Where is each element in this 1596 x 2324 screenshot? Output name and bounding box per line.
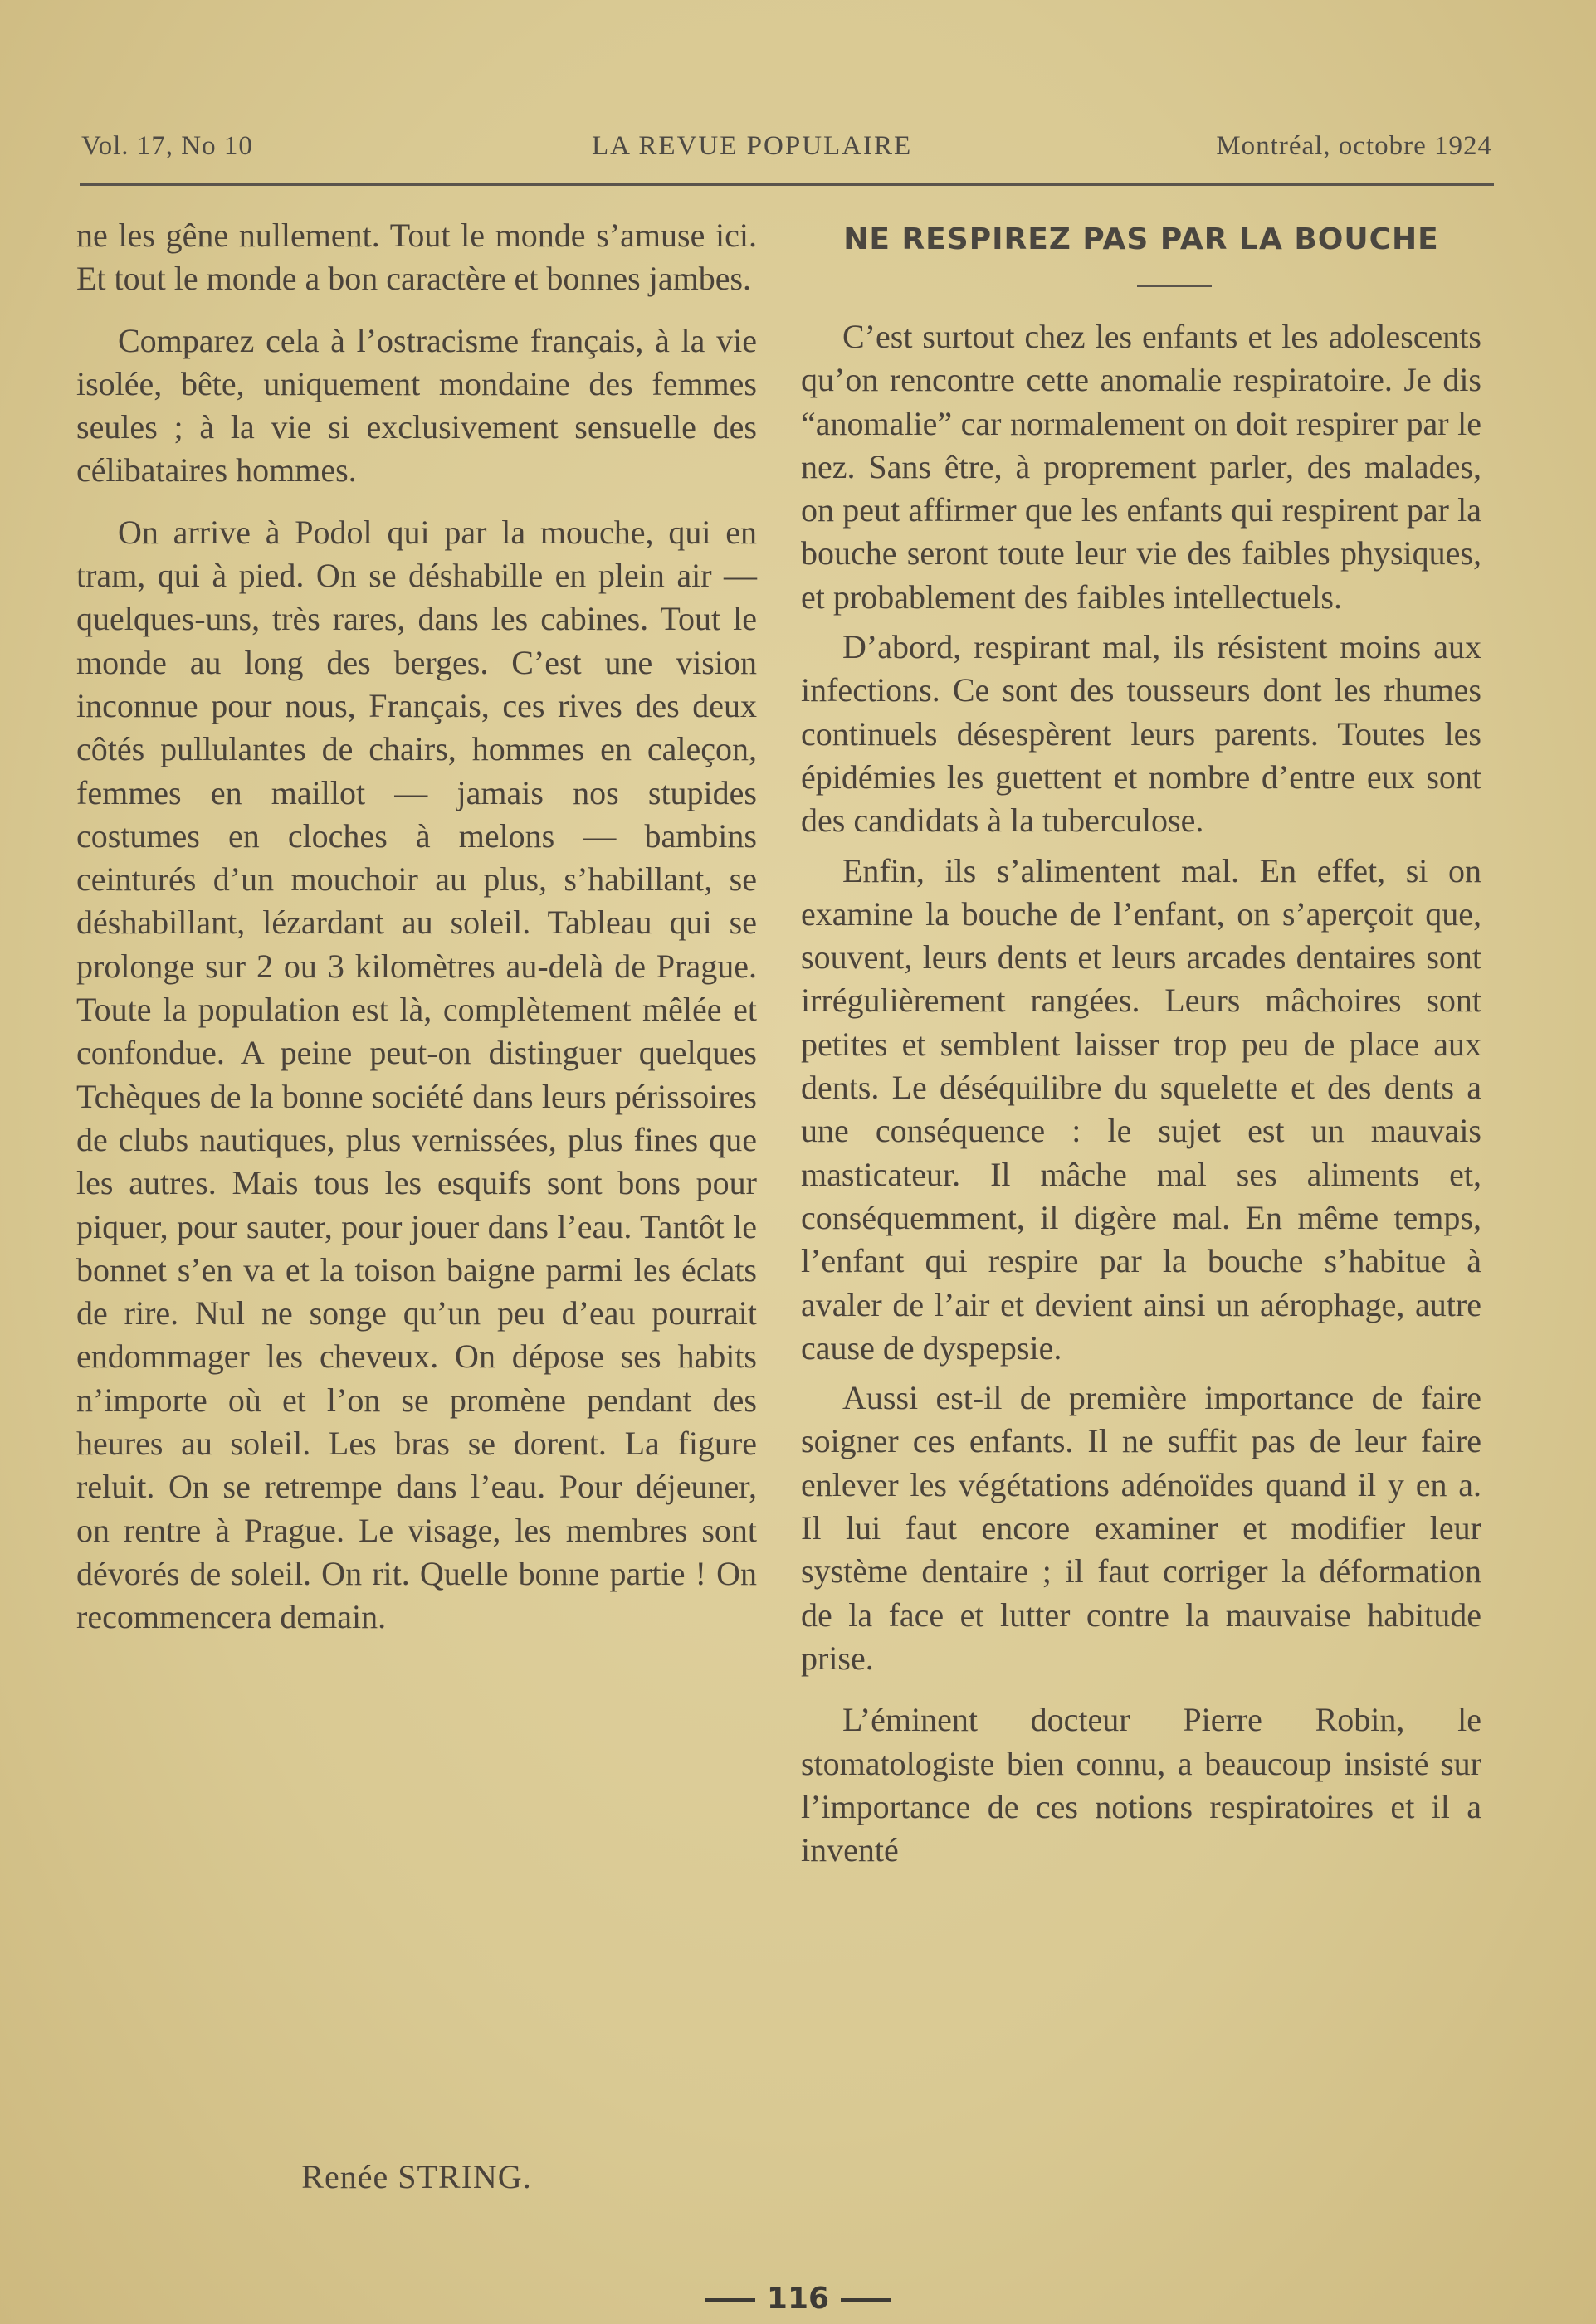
page-footer — [0, 2282, 1596, 2316]
header-rule — [80, 183, 1494, 186]
title-rule — [1137, 285, 1212, 287]
footer-dash-left — [705, 2298, 755, 2302]
paragraph: Comparez cela à l’ostracisme français, à la vie isolée, bête, uniquement mondaine des femmes seules ; à la vie si exclusivement sensuelle des célibataires hommes. — [76, 321, 757, 490]
publication-name: LA REVUE POPULAIRE — [592, 131, 913, 161]
paragraph: L’éminent docteur Pierre Robin, le stomatologiste bien connu, a beaucoup insisté sur l’importance de ces notions respiratoires et il a inventé — [801, 1701, 1481, 1869]
paragraph: D’abord, respirant mal, ils résistent moins aux infections. Ce sont des tousseurs dont les rhumes continuels désespèrent leurs parents. Toutes les épidémies les guettent et nombre d’entre eux sont des candidats à la tuberculose. — [801, 628, 1481, 840]
right-column — [801, 315, 1481, 1872]
running-header — [81, 131, 1492, 173]
paragraph: ne les gêne nullement. Tout le monde s’amuse ici. Et tout le monde a bon caractère et bonnes jambes. — [76, 217, 757, 298]
footer-dash-right — [841, 2298, 891, 2302]
article-title: NE RESPIREZ PAS PAR LA BOUCHE — [843, 222, 1439, 256]
article-signature: Renée STRING. — [301, 2158, 532, 2195]
paragraph: Aussi est-il de première importance de faire soigner ces enfants. Il ne suffit pas de leur faire enlever les végétations adénoïdes quand il y en a. Il lui faut encore examiner et modifier leur système dentaire ; il faut corriger la déformation de la face et lutter contre la mauvaise habitude prise. — [801, 1379, 1481, 1677]
left-column — [76, 214, 757, 1639]
paragraph: On arrive à Podol qui par la mouche, qui en tram, qui à pied. On se déshabille en plein air — quelques-uns, très rares, dans les cabines. Tout le monde au long des berges. C’est une vision inconnue pour nous, Français, ces rives des deux côtés pullulantes de chairs, hommes en caleçon, femmes en maillot — jamais nos stupides costumes en cloches à melons — bambins ceinturés d’un mouchoir au plus, s’habillant, se déshabillant, lézardant au soleil. Tableau qui se prolonge sur 2 ou 3 kilomètres au-delà de Prague. Toute la population est là, complètement mêlée et confondue. A peine peut-on distinguer quelques Tchèques de la bonne société dans leurs périssoires de clubs nautiques, plus vernissées, plus fines que les autres. Mais tous les esquifs sont bons pour piquer, pour sauter, pour jouer dans l’eau. Tantôt le bonnet s’en va et la toison baigne parmi les éclats de rire. Nul ne songe qu’un peu d’eau pourrait endommager les cheveux. On dépose ses habits n’importe où et l’on se promène pendant des heures au soleil. Les bras se dorent. La figure reluit. On se retrempe dans l’eau. Pour déjeuner, on rentre à Prague. Le visage, les membres sont dévorés de soleil. On rit. Quelle bonne partie ! On recommencera demain. — [76, 513, 757, 1636]
paragraph: C’est surtout chez les enfants et les adolescents qu’on rencontre cette anomalie respiratoire. Je dis “anomalie” car normalement on doit respirer par le nez. Sans être, à proprement parler, des malades, on peut affirmer que les enfants qui respirent par la bouche seront toute leur vie des faibles physiques, et probablement des faibles intellectuels. — [801, 318, 1481, 616]
page-number: 116 — [766, 2282, 830, 2316]
paragraph: Enfin, ils s’alimentent mal. En effet, si on examine la bouche de l’enfant, on s’aperçoit que, souvent, leurs dents et leurs arcades dentaires sont irrégulièrement rangées. Leurs mâchoires sont petites et semblent laisser trop peu de place aux dents. Le déséquilibre du squelette et des dents a une conséquence : le sujet est un mauvais masticateur. Il mâche mal ses aliments et, conséquemment, il digère mal. En même temps, l’enfant qui respire par la bouche s’habitue à avaler de l’air et devient ainsi un aérophage, autre cause de dyspepsie. — [801, 851, 1481, 1367]
volume-number: Vol. 17, No 10 — [81, 131, 253, 161]
place-date: Montréal, octobre 1924 — [1216, 131, 1492, 161]
